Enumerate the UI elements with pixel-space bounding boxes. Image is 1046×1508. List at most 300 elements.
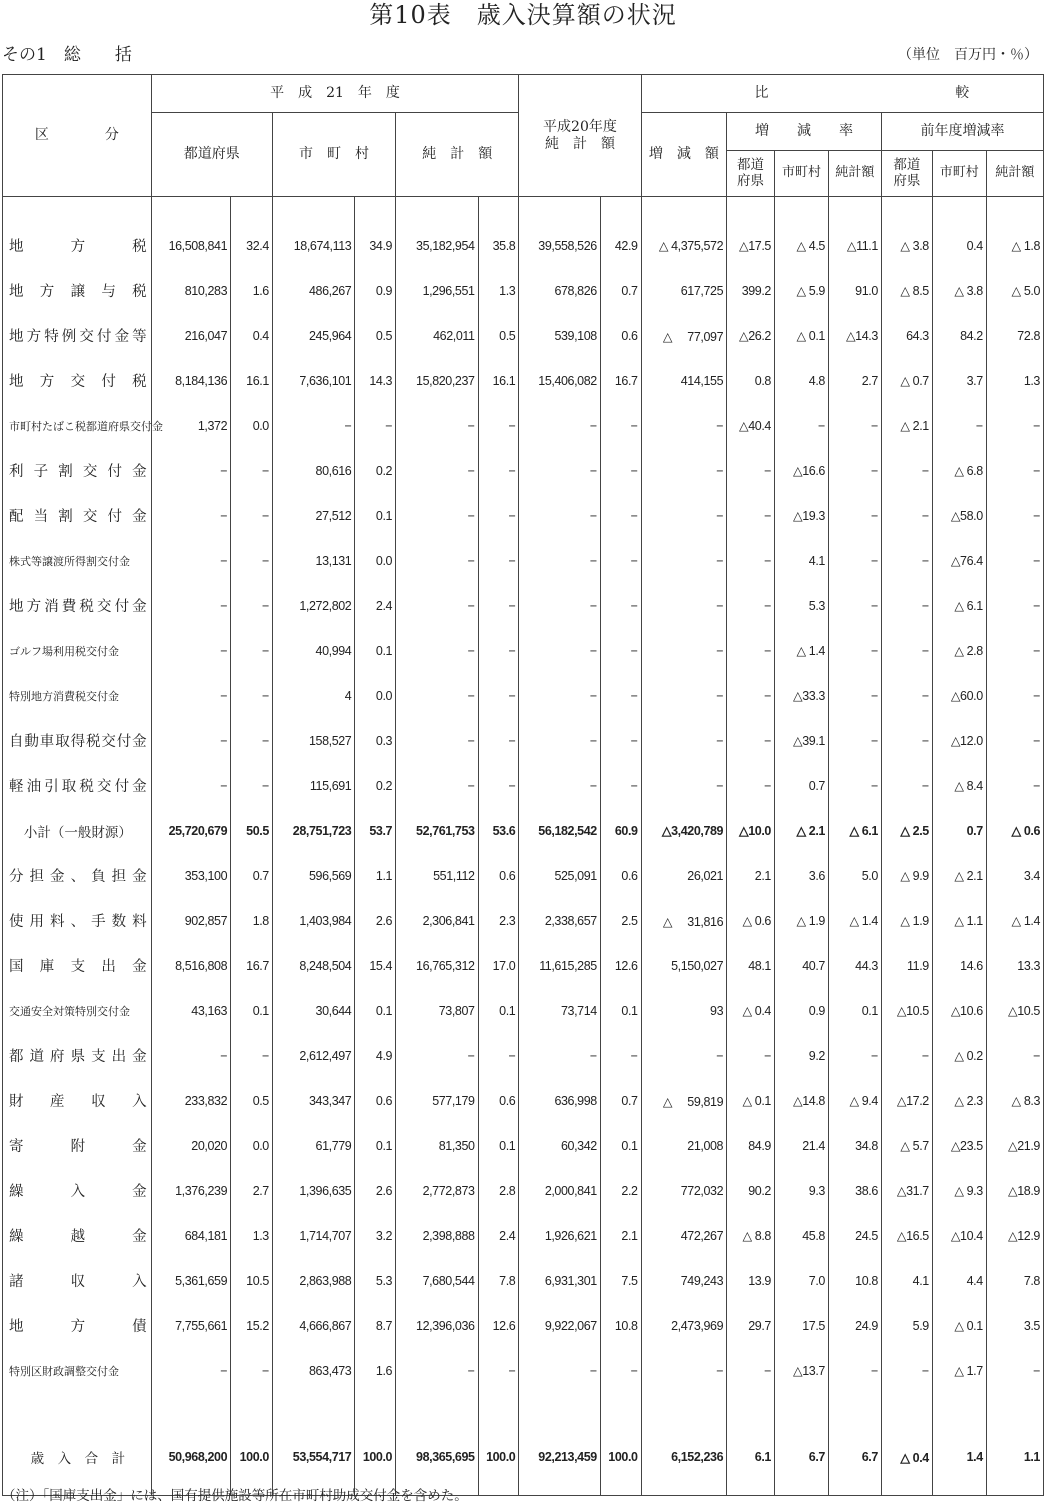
cell-value: 27,512 [272, 493, 354, 538]
cell-value: 12.6 [600, 943, 641, 988]
cell-value: △10.0 [727, 808, 775, 853]
cell-value: 0.4 [231, 313, 273, 358]
cell-value: 56,182,542 [519, 808, 600, 853]
cell-value: 636,998 [519, 1078, 600, 1123]
unit-label: （単位 百万円・％） [898, 47, 1038, 63]
cell-value: △19.3 [774, 493, 828, 538]
cell-value: − [828, 1348, 881, 1393]
cell-value: 15,406,082 [519, 358, 600, 403]
cell-value: − [396, 628, 478, 673]
cell-value: − [986, 1033, 1043, 1078]
table-row [3, 538, 1044, 583]
table-row [3, 763, 1044, 808]
cell-value: △ 0.1 [727, 1078, 775, 1123]
cell-value: 810,283 [151, 268, 230, 313]
cell-value: − [641, 403, 727, 448]
table-row [3, 1348, 1044, 1393]
cell-value: − [355, 403, 396, 448]
header-h21: 平 成 21 年 度 [151, 75, 519, 113]
header-h20-line2: 純 計 額 [544, 135, 615, 152]
cell-value: 1.8 [231, 898, 273, 943]
cell-value: △ 8.3 [986, 1078, 1043, 1123]
cell-value: − [600, 493, 641, 538]
table-row [3, 1258, 1044, 1303]
cell-value: 10.5 [231, 1258, 273, 1303]
cell-value: 5.0 [828, 853, 881, 898]
cell-value: 2.4 [355, 583, 396, 628]
cell-value: 0.1 [355, 493, 396, 538]
table-row [3, 808, 1044, 853]
cell-value: − [600, 1033, 641, 1078]
cell-value: − [396, 763, 478, 808]
table-row [3, 1123, 1044, 1168]
cell-value: 4.1 [881, 1258, 932, 1303]
row-label: ゴルフ場利用税交付金 [3, 628, 152, 673]
table-row [3, 943, 1044, 988]
cell-value: − [986, 493, 1043, 538]
cell-value: △ 1.9 [881, 898, 932, 943]
cell-value: 91.0 [828, 268, 881, 313]
cell-value: 2.2 [600, 1168, 641, 1213]
cell-value: 2.6 [355, 1168, 396, 1213]
cell-value: − [986, 403, 1043, 448]
row-label: 特別区財政調整交付金 [3, 1348, 152, 1393]
cell-value: − [828, 403, 881, 448]
cell-value: △ 1.8 [986, 223, 1043, 268]
cell-value: − [151, 763, 230, 808]
cell-value: 1.4 [932, 1419, 986, 1496]
table-row [3, 673, 1044, 718]
cell-value: 462,011 [396, 313, 478, 358]
cell-value: − [727, 583, 775, 628]
cell-value: 3.4 [986, 853, 1043, 898]
cell-value: 2,306,841 [396, 898, 478, 943]
cell-value: △40.4 [727, 403, 775, 448]
cell-value: 2.7 [231, 1168, 273, 1213]
row-label: 特別地方消費税交付金 [3, 673, 152, 718]
cell-value: 0.7 [774, 763, 828, 808]
cell-value: 1.3 [231, 1213, 273, 1258]
cell-value: △ 6.1 [828, 808, 881, 853]
table-row [3, 268, 1044, 313]
cell-value: △31.7 [881, 1168, 932, 1213]
cell-value: 10.8 [828, 1258, 881, 1303]
cell-value: 16.7 [231, 943, 273, 988]
cell-value: 1,714,707 [272, 1213, 354, 1258]
cell-value: 5.3 [355, 1258, 396, 1303]
cell-value: 0.6 [478, 853, 519, 898]
cell-value: − [519, 628, 600, 673]
cell-value: 0.2 [355, 763, 396, 808]
cell-value: − [986, 628, 1043, 673]
cell-value: 772,032 [641, 1168, 727, 1213]
cell-value: △ 5.7 [881, 1123, 932, 1168]
cell-value: − [396, 403, 478, 448]
cell-value: 53.7 [355, 808, 396, 853]
cell-value: 1,396,635 [272, 1168, 354, 1213]
cell-value: − [641, 493, 727, 538]
cell-value: − [519, 493, 600, 538]
cell-value: − [519, 718, 600, 763]
cell-value: − [986, 718, 1043, 763]
header-sub2-todofuken [881, 151, 932, 197]
cell-value: 2,398,888 [396, 1213, 478, 1258]
cell-value: − [519, 583, 600, 628]
cell-value: 15.4 [355, 943, 396, 988]
cell-value: 61,779 [272, 1123, 354, 1168]
cell-value: 863,473 [272, 1348, 354, 1393]
cell-value: △14.8 [774, 1078, 828, 1123]
cell-value: 2,772,873 [396, 1168, 478, 1213]
cell-value: 100.0 [478, 1419, 519, 1496]
row-label: 株式等譲渡所得割交付金 [3, 538, 152, 583]
header-hikaku-kaku: 較 [881, 75, 1043, 113]
cell-value: 1,376,239 [151, 1168, 230, 1213]
cell-value: − [478, 1033, 519, 1078]
cell-value: △10.5 [986, 988, 1043, 1033]
cell-value: △ 1.4 [828, 898, 881, 943]
cell-value: 48.1 [727, 943, 775, 988]
cell-value: 158,527 [272, 718, 354, 763]
cell-value: 24.9 [828, 1303, 881, 1348]
cell-value: − [828, 673, 881, 718]
cell-value: 4.1 [774, 538, 828, 583]
cell-value: 353,100 [151, 853, 230, 898]
table-row [3, 493, 1044, 538]
cell-value: △ 3.8 [881, 223, 932, 268]
cell-value: − [231, 493, 273, 538]
cell-value: △ 59,819 [641, 1078, 727, 1123]
cell-value: 3.6 [774, 853, 828, 898]
cell-value: 84.2 [932, 313, 986, 358]
cell-value: 50,968,200 [151, 1419, 230, 1496]
cell-value: 0.3 [355, 718, 396, 763]
cell-value: − [231, 583, 273, 628]
cell-value: 0.7 [231, 853, 273, 898]
cell-value: 525,091 [519, 853, 600, 898]
cell-value: 100.0 [231, 1419, 273, 1496]
row-label: 自動車取得税交付金 [3, 718, 152, 763]
cell-value: − [478, 538, 519, 583]
cell-value: 3.2 [355, 1213, 396, 1258]
cell-value: 684,181 [151, 1213, 230, 1258]
cell-value: 343,347 [272, 1078, 354, 1123]
row-label: 歳 入 合 計 [3, 1419, 152, 1496]
cell-value: △ 6.8 [932, 448, 986, 493]
cell-value: − [986, 1348, 1043, 1393]
cell-value: 7.0 [774, 1258, 828, 1303]
cell-value: − [881, 1033, 932, 1078]
cell-value: 35,182,954 [396, 223, 478, 268]
cell-value: − [519, 538, 600, 583]
cell-value: 8,516,808 [151, 943, 230, 988]
cell-value: △39.1 [774, 718, 828, 763]
cell-value: − [231, 763, 273, 808]
cell-value: 81,350 [396, 1123, 478, 1168]
cell-value: − [519, 1033, 600, 1078]
cell-value: − [986, 538, 1043, 583]
cell-value: 7,680,544 [396, 1258, 478, 1303]
cell-value: △16.6 [774, 448, 828, 493]
cell-value: 7.8 [986, 1258, 1043, 1303]
cell-value: 3.5 [986, 1303, 1043, 1348]
cell-value: 1.1 [986, 1419, 1043, 1496]
cell-value: − [828, 628, 881, 673]
header-sub-todofuken-2: 府県 [737, 172, 765, 189]
cell-value: 50.5 [231, 808, 273, 853]
cell-value: △ 2.5 [881, 808, 932, 853]
cell-value: − [600, 448, 641, 493]
cell-value: △ 4,375,572 [641, 223, 727, 268]
cell-value: 43,163 [151, 988, 230, 1033]
cell-value: △ 0.4 [727, 988, 775, 1033]
cell-value: 84.9 [727, 1123, 775, 1168]
cell-value: △17.2 [881, 1078, 932, 1123]
cell-value: 0.9 [774, 988, 828, 1033]
cell-value: △ 77,097 [641, 313, 727, 358]
cell-value: 5.9 [881, 1303, 932, 1348]
cell-value: △ 2.1 [774, 808, 828, 853]
table-row [3, 1213, 1044, 1258]
cell-value: △10.4 [932, 1213, 986, 1258]
cell-value: − [828, 538, 881, 583]
cell-value: − [881, 628, 932, 673]
cell-value: 100.0 [355, 1419, 396, 1496]
cell-value: 1.6 [355, 1348, 396, 1393]
cell-value: 28,751,723 [272, 808, 354, 853]
header-shichoson: 市 町 村 [272, 113, 395, 197]
cell-value: 92,213,459 [519, 1419, 600, 1496]
header-zogenritsu: 増 減 率 [727, 113, 882, 151]
cell-value: − [727, 538, 775, 583]
cell-value: − [396, 1033, 478, 1078]
cell-value: 0.1 [355, 628, 396, 673]
cell-value: 6.1 [727, 1419, 775, 1496]
cell-value: − [396, 538, 478, 583]
cell-value: 16.7 [600, 358, 641, 403]
cell-value: 2.7 [828, 358, 881, 403]
cell-value: 245,964 [272, 313, 354, 358]
cell-value: 0.6 [355, 1078, 396, 1123]
cell-value: 72.8 [986, 313, 1043, 358]
cell-value: 1.3 [986, 358, 1043, 403]
cell-value: 24.5 [828, 1213, 881, 1258]
cell-value: − [828, 763, 881, 808]
header-sub-junkei: 純計額 [828, 151, 881, 197]
cell-value: − [881, 493, 932, 538]
cell-value: 12.6 [478, 1303, 519, 1348]
cell-value: △58.0 [932, 493, 986, 538]
cell-value: 2,338,657 [519, 898, 600, 943]
cell-value: △33.3 [774, 673, 828, 718]
cell-value: 8.7 [355, 1303, 396, 1348]
cell-value: △ 8.8 [727, 1213, 775, 1258]
cell-value: − [641, 763, 727, 808]
table-row [3, 223, 1044, 268]
cell-value: △23.5 [932, 1123, 986, 1168]
header-sub2-todofuken-2: 府県 [893, 172, 921, 189]
cell-value: 1,272,802 [272, 583, 354, 628]
row-label: 分担金、負担金 [3, 853, 152, 898]
cell-value: 98,365,695 [396, 1419, 478, 1496]
cell-value: △16.5 [881, 1213, 932, 1258]
cell-value: △3,420,789 [641, 808, 727, 853]
cell-value: 6.7 [828, 1419, 881, 1496]
cell-value: 0.6 [600, 853, 641, 898]
cell-value: − [151, 1033, 230, 1078]
cell-value: 38.6 [828, 1168, 881, 1213]
cell-value: 551,112 [396, 853, 478, 898]
cell-value: 617,725 [641, 268, 727, 313]
cell-value: − [727, 1033, 775, 1078]
cell-value: 0.0 [355, 538, 396, 583]
cell-value: − [881, 673, 932, 718]
cell-value: 2.3 [478, 898, 519, 943]
header-kubun: 区 分 [3, 75, 152, 197]
table-row [3, 583, 1044, 628]
header-h20-line1: 平成20年度 [543, 119, 617, 136]
cell-value: 25,720,679 [151, 808, 230, 853]
row-label: 地 方 税 [3, 223, 152, 268]
cell-value: − [478, 673, 519, 718]
cell-value: − [986, 673, 1043, 718]
header-sub2-junkei: 純計額 [986, 151, 1043, 197]
row-label: 配当割交付金 [3, 493, 152, 538]
cell-value: − [641, 583, 727, 628]
cell-value: − [151, 673, 230, 718]
cell-value: − [774, 403, 828, 448]
cell-value: 0.6 [478, 1078, 519, 1123]
cell-value: 18,674,113 [272, 223, 354, 268]
cell-value: − [600, 583, 641, 628]
row-label: 使用料、手数料 [3, 898, 152, 943]
cell-value: 60,342 [519, 1123, 600, 1168]
row-label: 地 方 債 [3, 1303, 152, 1348]
cell-value: 2.5 [600, 898, 641, 943]
cell-value: − [986, 583, 1043, 628]
cell-value: − [478, 403, 519, 448]
cell-value: 0.0 [231, 1123, 273, 1168]
header-sub2-todofuken-1: 都道 [893, 156, 921, 173]
cell-value: − [600, 403, 641, 448]
cell-value: 14.3 [355, 358, 396, 403]
row-label: 市町村たばこ税都道府県交付金 [3, 403, 152, 448]
cell-value: 16.1 [478, 358, 519, 403]
cell-value: − [727, 1348, 775, 1393]
cell-value: − [727, 673, 775, 718]
cell-value: △ 9.9 [881, 853, 932, 898]
cell-value: − [600, 763, 641, 808]
header-sub2-shichoson: 市町村 [932, 151, 986, 197]
cell-value: △ 8.4 [932, 763, 986, 808]
cell-value: 7,755,661 [151, 1303, 230, 1348]
cell-value: △ 0.4 [881, 1419, 932, 1496]
cell-value: 0.1 [478, 1123, 519, 1168]
cell-value: △ 0.1 [774, 313, 828, 358]
cell-value: 16.1 [231, 358, 273, 403]
cell-value: △ 0.1 [932, 1303, 986, 1348]
cell-value: − [519, 448, 600, 493]
cell-value: − [932, 403, 986, 448]
cell-value: △ 4.5 [774, 223, 828, 268]
cell-value: − [151, 1348, 230, 1393]
cell-value: 0.5 [478, 313, 519, 358]
cell-value: − [478, 628, 519, 673]
cell-value: 21,008 [641, 1123, 727, 1168]
table-subtitle: その1 総 括 [2, 45, 132, 65]
cell-value: − [727, 628, 775, 673]
header-h20 [519, 75, 641, 197]
cell-value: − [231, 1033, 273, 1078]
cell-value: 13.9 [727, 1258, 775, 1303]
cell-value: 486,267 [272, 268, 354, 313]
cell-value: 1.3 [478, 268, 519, 313]
cell-value: 7,636,101 [272, 358, 354, 403]
cell-value: − [231, 448, 273, 493]
cell-value: △ 2.1 [932, 853, 986, 898]
cell-value: 20,020 [151, 1123, 230, 1168]
cell-value: △21.9 [986, 1123, 1043, 1168]
cell-value: 4.8 [774, 358, 828, 403]
row-label: 交通安全対策特別交付金 [3, 988, 152, 1033]
cell-value: − [519, 673, 600, 718]
cell-value: − [986, 763, 1043, 808]
cell-value: − [151, 628, 230, 673]
cell-value: 35.8 [478, 223, 519, 268]
cell-value: − [881, 538, 932, 583]
cell-value: △ 2.1 [881, 403, 932, 448]
cell-value: △26.2 [727, 313, 775, 358]
cell-value: 4.9 [355, 1033, 396, 1078]
cell-value: 1,403,984 [272, 898, 354, 943]
cell-value: △10.6 [932, 988, 986, 1033]
cell-value: 2,863,988 [272, 1258, 354, 1303]
cell-value: − [828, 583, 881, 628]
cell-value: − [151, 448, 230, 493]
cell-value: 5.3 [774, 583, 828, 628]
cell-value: 16,765,312 [396, 943, 478, 988]
cell-value: 90.2 [727, 1168, 775, 1213]
spacer-row [3, 1393, 1044, 1419]
cell-value: − [881, 718, 932, 763]
cell-value: 5,150,027 [641, 943, 727, 988]
table-row [3, 313, 1044, 358]
cell-value: 115,691 [272, 763, 354, 808]
cell-value: 2.4 [478, 1213, 519, 1258]
cell-value: − [519, 763, 600, 808]
cell-value: 0.1 [355, 988, 396, 1033]
cell-value: 216,047 [151, 313, 230, 358]
cell-value: 2.1 [727, 853, 775, 898]
cell-value: 45.8 [774, 1213, 828, 1258]
cell-value: − [600, 1348, 641, 1393]
cell-value: 0.4 [932, 223, 986, 268]
cell-value: 6,931,301 [519, 1258, 600, 1303]
header-sub-todofuken [727, 151, 775, 197]
cell-value: 0.1 [600, 1123, 641, 1168]
header-hikaku-hi: 比 [641, 75, 881, 113]
cell-value: − [231, 718, 273, 763]
cell-value: △ 0.2 [932, 1033, 986, 1078]
cell-value: △ 3.8 [932, 268, 986, 313]
cell-value: − [519, 1348, 600, 1393]
cell-value: 0.7 [932, 808, 986, 853]
cell-value: − [272, 403, 354, 448]
cell-value: △ 9.4 [828, 1078, 881, 1123]
cell-value: 60.9 [600, 808, 641, 853]
cell-value: 577,179 [396, 1078, 478, 1123]
cell-value: − [641, 628, 727, 673]
